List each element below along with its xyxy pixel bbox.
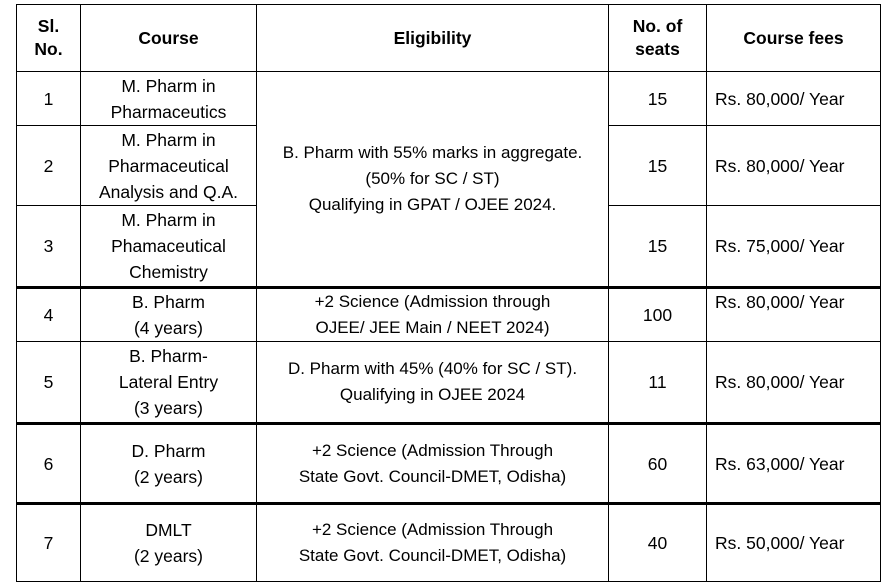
seats-cell: 100 (609, 288, 707, 342)
header-sl-no: Sl. No. (17, 5, 81, 72)
sl-cell: 3 (17, 206, 81, 288)
eligibility-cell: +2 Science (Admission Through State Govt. Council-DMET, Odisha) (257, 504, 609, 582)
sl-cell: 5 (17, 342, 81, 424)
eligibility-cell: B. Pharm with 55% marks in aggregate. (50% for SC / ST) Qualifying in GPAT / OJEE 2024. (257, 72, 609, 288)
course-cell: DMLT (2 years) (81, 504, 257, 582)
fee-cell: Rs. 80,000/ Year (707, 72, 881, 126)
table-row (17, 342, 881, 424)
course-cell: B. Pharm (4 years) (81, 288, 257, 342)
course-cell: M. Pharm in Pharmaceutics (81, 72, 257, 126)
eligibility-cell: D. Pharm with 45% (40% for SC / ST). Qualifying in OJEE 2024 (257, 342, 609, 424)
table-row (17, 424, 881, 504)
seats-cell: 11 (609, 342, 707, 424)
seats-cell: 15 (609, 206, 707, 288)
header-fees: Course fees (707, 5, 881, 72)
fee-cell: Rs. 80,000/ Year (707, 126, 881, 206)
header-seats: No. of seats (609, 5, 707, 72)
eligibility-cell: +2 Science (Admission Through State Govt. Council-DMET, Odisha) (257, 424, 609, 504)
fee-cell: Rs. 80,000/ Year (707, 288, 881, 342)
course-cell: D. Pharm (2 years) (81, 424, 257, 504)
sl-cell: 6 (17, 424, 81, 504)
sl-cell: 1 (17, 72, 81, 126)
seats-cell: 60 (609, 424, 707, 504)
fee-cell: Rs. 75,000/ Year (707, 206, 881, 288)
seats-cell: 40 (609, 504, 707, 582)
header-course: Course (81, 5, 257, 72)
table-row (17, 72, 881, 126)
admission-table (16, 4, 881, 582)
header-eligibility: Eligibility (257, 5, 609, 72)
header-row (17, 5, 881, 72)
course-cell: M. Pharm in Pharmaceutical Analysis and Q.A. (81, 126, 257, 206)
sl-cell: 4 (17, 288, 81, 342)
fee-cell: Rs. 80,000/ Year (707, 342, 881, 424)
course-cell: M. Pharm in Phamaceutical Chemistry (81, 206, 257, 288)
sl-cell: 2 (17, 126, 81, 206)
seats-cell: 15 (609, 126, 707, 206)
seats-cell: 15 (609, 72, 707, 126)
sl-cell: 7 (17, 504, 81, 582)
course-cell: B. Pharm- Lateral Entry (3 years) (81, 342, 257, 424)
table-row (17, 504, 881, 582)
table-row (17, 288, 881, 342)
fee-cell: Rs. 63,000/ Year (707, 424, 881, 504)
fee-cell: Rs. 50,000/ Year (707, 504, 881, 582)
eligibility-cell: +2 Science (Admission through OJEE/ JEE Main / NEET 2024) (257, 288, 609, 342)
